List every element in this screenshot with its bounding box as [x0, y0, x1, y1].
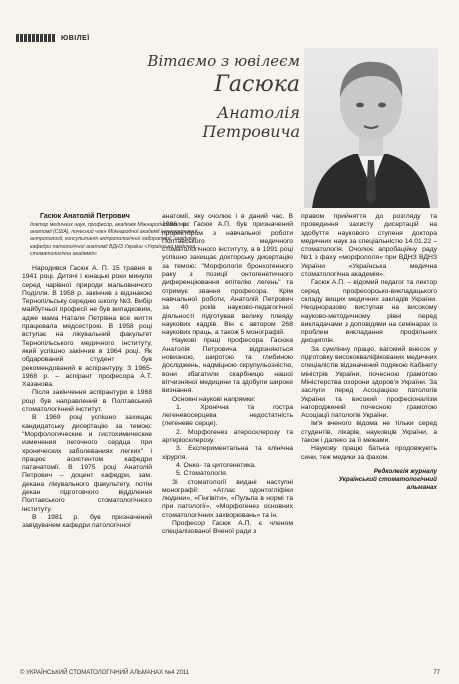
page-footer [20, 670, 440, 676]
list-item: 4. Онко- та цитогенетика. [176, 461, 256, 469]
paragraph: В 1981 р. був призначений завідувачем кафедри патологічної [22, 513, 152, 530]
signature-line: Український стоматологічний [338, 475, 437, 483]
list-item: 3. Експериментальна та клінічна хірургія. [162, 445, 293, 461]
list-item: 1. Хронічна та гостра легеневосерцева недостатність (легеневе серце). [162, 403, 293, 428]
greeting-surname: Гасюка [214, 72, 300, 97]
person-name: Гасюк Анатолій Петрович [40, 213, 130, 220]
paragraph: Наукову працю батька продовжують сини, теж медики за фахом. [301, 445, 437, 461]
person-bio: доктор медичних наук, професор, академік Міжнародної академії анатомії (США), почесний член Міжнародної академії інтегративної антропології, консультант антропологічної лабораторії, завідувач кафедри патологічної анатомії ВДНЗ України «Українська медична стоматологічна академія» [30, 222, 198, 257]
paragraph: анатомії, яку очолює і в даний час. В 1986 р. Гасюк А.П. був призначений проректором з навчальної роботи Полтавського медичного стоматологічного інституту, а в 1991 році успішно захищає докторську дисертацію за темою: "Морфологія бронхогенного раку з позиції онтогенетичного диференціювання епітелію легень" та отримує звання професора. Крім навчальної роботи, Анатолій Петрович за 40 років науково-педагогічної діяльності підготував велику плеяду наукових кадрів. Він є автором 268 наукових праць, а також 5 монографій. [162, 213, 293, 337]
portrait-illustration [304, 48, 438, 208]
paragraph: Гасюк А.П. – відомий педагог та лектор серед професорсько-викладацького складу вищих медичних закладів України. Неодноразово виступав на високому науково-методичному рівні перед викладачами з доповідями на семінарах із проблем викладання профільних дисциплін. [301, 279, 437, 345]
portrait-photo [304, 48, 438, 208]
article-column-1 [22, 265, 152, 531]
paragraph: Народився Гасюк А. П. 15 травня в 1941 році. Дитячі і юнацькі роки минули серед чарівної природи мальовничого Поділля. В 1958 р. закінчив з відзнакою Тернопільську середню школу №3. Вибір майбутньої професії не був випадковим, адже мама Наталя Петрівна все життя працювала медсестрою. В 1958 році вступає на лікувальний факультет Тернопільського медичного інституту, який успішно закінчив в 1964 році. Як обдарований студент був рекомендований в аспірантуру. З 1965-1968 р. – аспірант професора А.Т. Хазанова. [22, 265, 152, 389]
section-bars-icon [16, 34, 55, 42]
paragraph: Основні наукові напрямки: [172, 395, 256, 403]
paragraph: В 1969 році успішно захищає кандидатську дисертацію за темою: "Морфологические и гистохимические изменения легочного сердца при хронических заболеваниях легких" і працює асистентом кафедри патанатомії. В 1975 році Анатолій Петрович – доцент кафедри, зам. декана лікувального факультету, потім декан підготовчого відділення Полтавського стоматологічного інституту. [22, 414, 152, 513]
greeting-line: Вітаємо з ювілеєм [147, 52, 300, 70]
greeting-title [130, 52, 300, 141]
signature-line: альманах [406, 483, 437, 491]
page-number: 77 [433, 670, 440, 676]
paragraph: За сумлінну працю, вагомий внесок у підготовку висококваліфікованих медичних спеціалістів відзначений подякою Кабінету міністрів України, почесною грамотою Міністерства охорони здоров'я України. За заслуги перед Асоціацією патологів України та високий професіоналізм нагороджений почесною грамотою Асоціації патологів України. [301, 345, 437, 420]
article-column-2 [162, 213, 293, 537]
section-label: ЮВІЛЕЇ [61, 34, 90, 42]
list-item: 5. Стоматологія. [176, 470, 228, 478]
list-item: 2. Морфогенез атеросклерозу та артеріосклерозу. [162, 428, 293, 445]
footer-journal: © УКРАЇНСЬКИЙ СТОМАТОЛОГІЧНИЙ АЛЬМАНАХ №4 2011 [20, 670, 190, 676]
editorial-signature [301, 468, 437, 492]
paragraph: Зі стоматології видані наступні монографії: «Атлас одонтогліфіки людини», «Гінгівіти», «Пульпа в нормі та при патології», «Морфогенез основних стоматологічних захворювань» та ін. [162, 478, 293, 519]
greeting-name: Анатолія Петровича [202, 103, 300, 141]
article-column-3 [301, 213, 437, 492]
section-header [16, 34, 90, 42]
paragraph: Професор Гасюк А.П. є членом спеціалізованої Вченої ради з [162, 519, 293, 536]
paragraph: Наукові праці професора Гасюка Анатолія Петровича відрізняються новизною, широтою та глибиною досліджень, надміцною скрупульозністю, вони збагатили скарбницю нашої вітчизняної медицини та здобули широке визнання. [162, 337, 293, 395]
paragraph: правом прийняття до розгляду та проведення захисту дисертацій на здобуття наукового ступеня доктора медичних наук за спеціальністю 14.01.22 – стоматологія. Очолює апробаційну раду №1 з фаху «морфологія» при ВДНЗ ВДНЗ України «Українська медична стоматологічна академія». [301, 213, 437, 279]
paragraph: Ім'я вченого відома не тільки серед студентів, лікарів, науковців України, а також і далеко за її межами. [301, 420, 437, 445]
signature-line: Редколегія журналу [373, 467, 437, 475]
paragraph: Після закінчення аспірантури в 1968 році був направлений в Полтавський стоматологічний інститут. [22, 389, 152, 414]
